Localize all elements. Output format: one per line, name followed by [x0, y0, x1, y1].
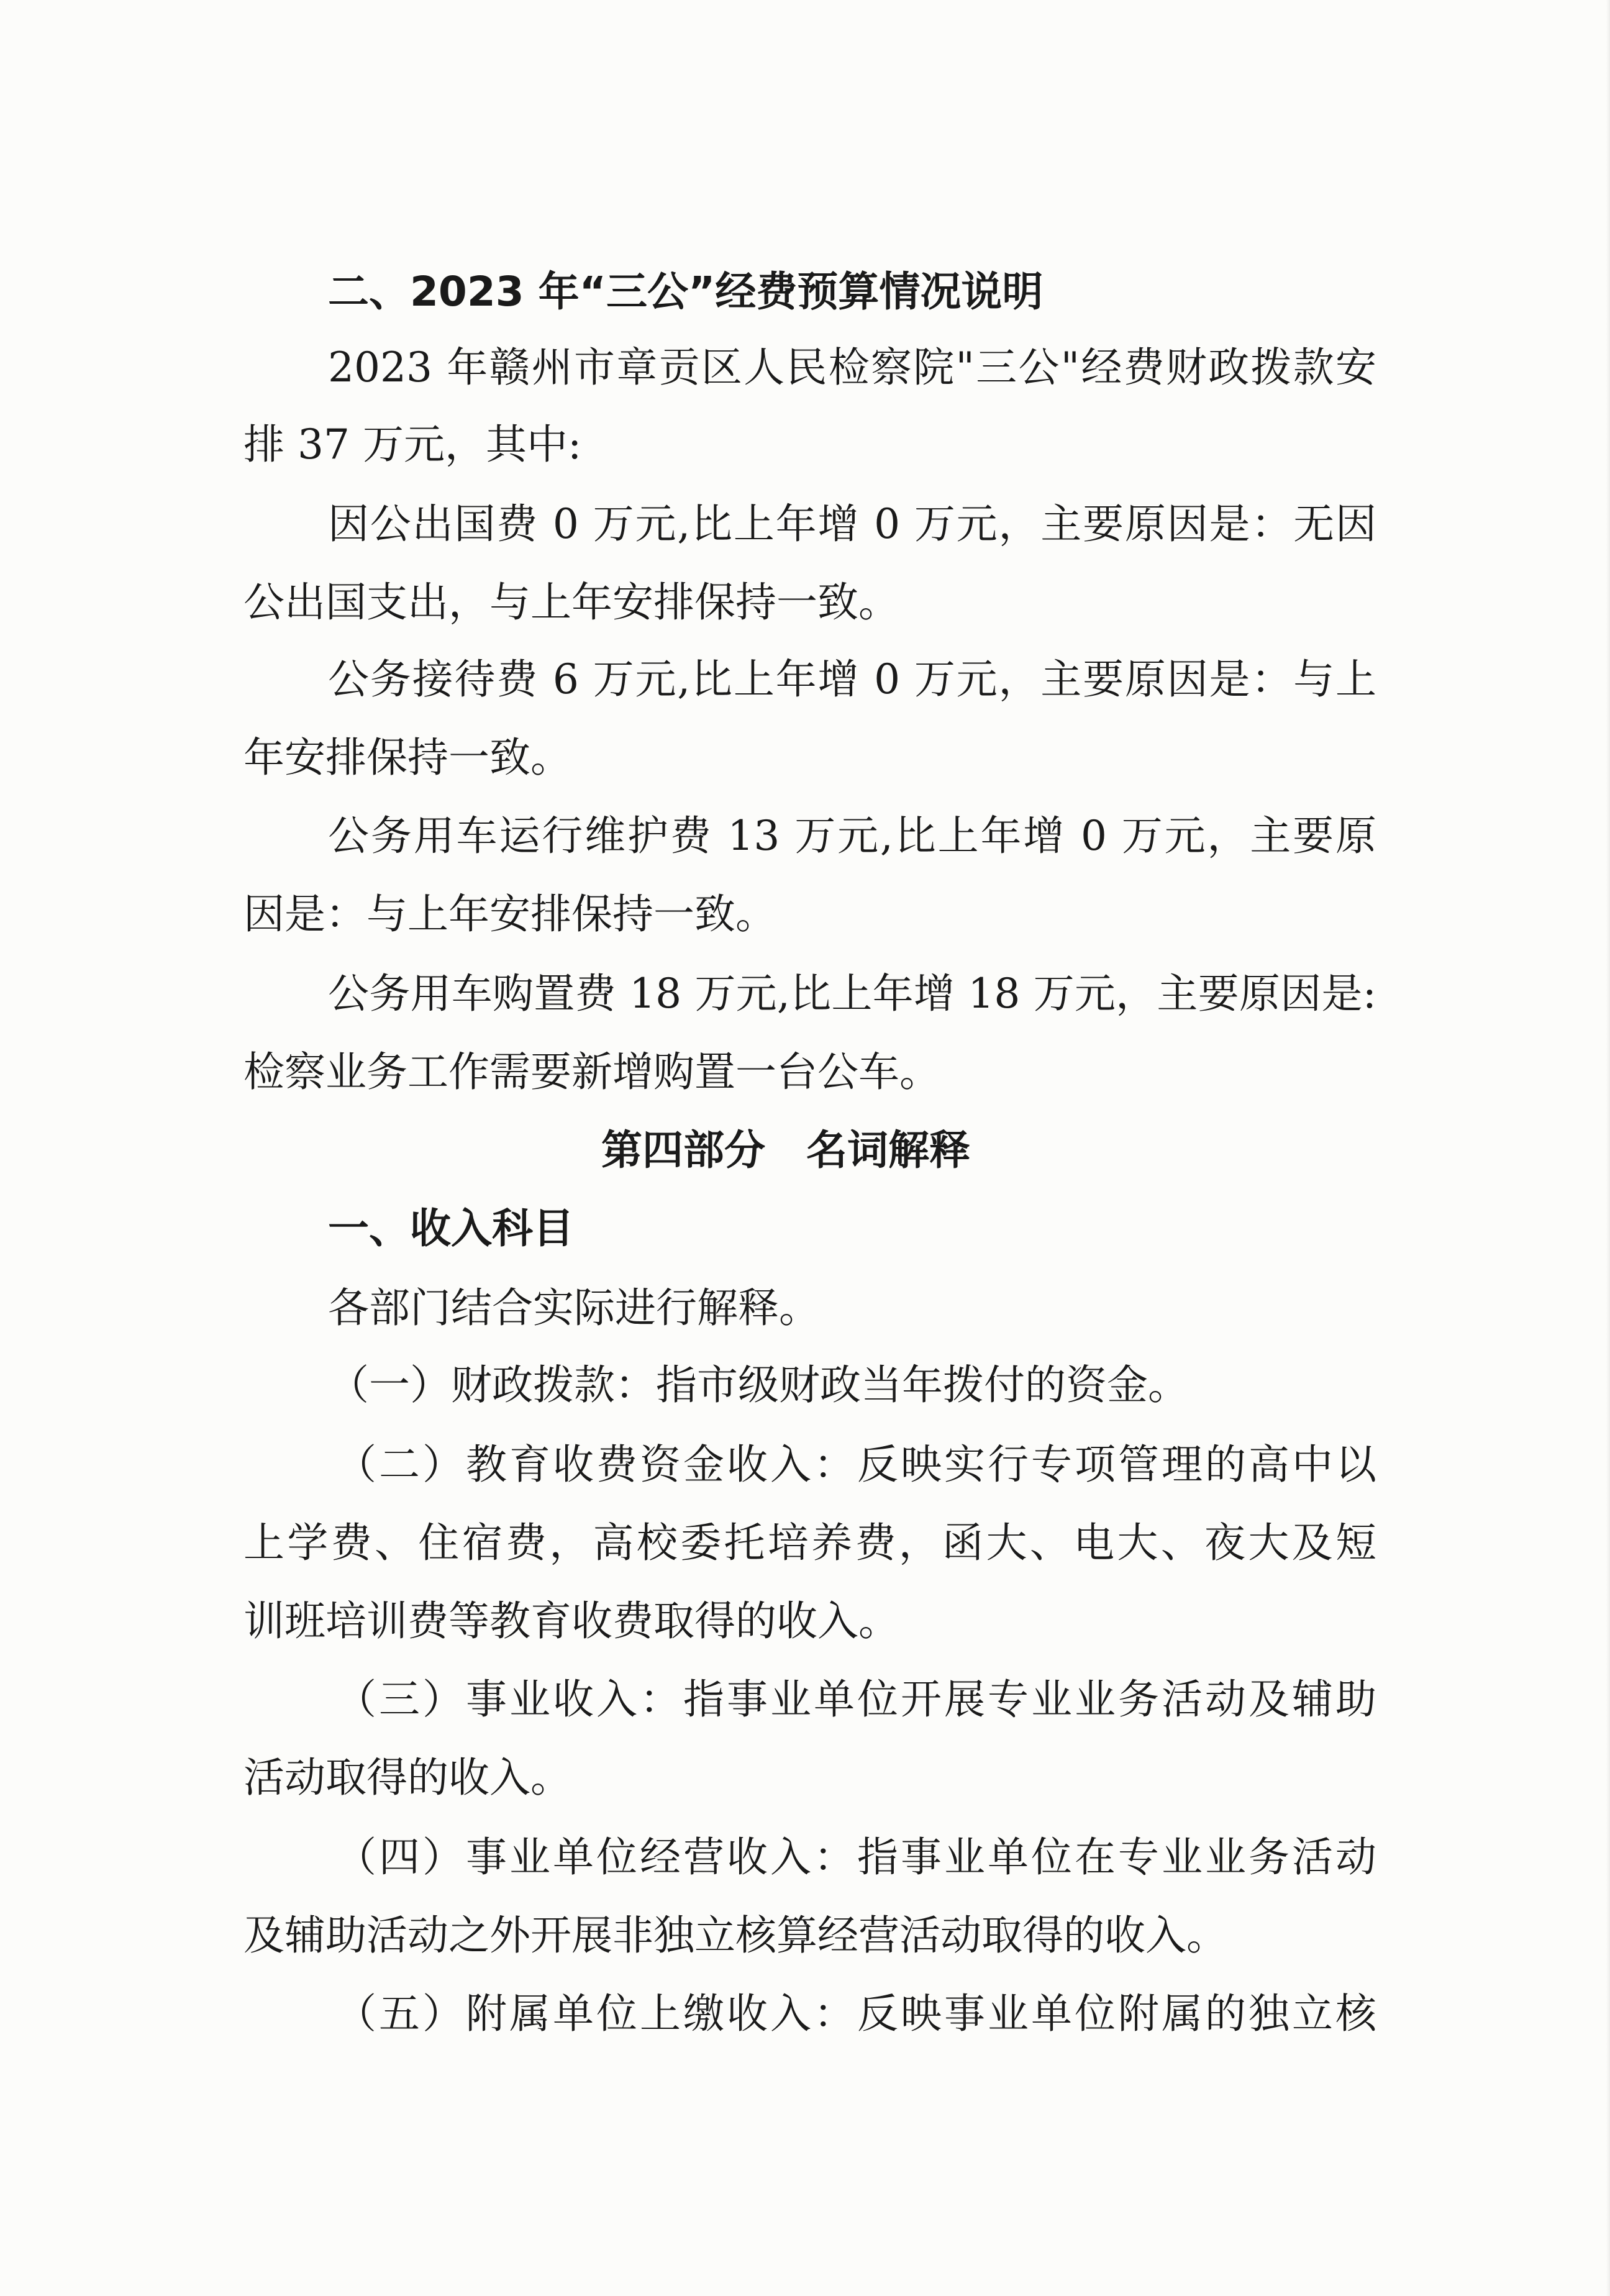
list-item-line: （二）教育收费资金收入：反映实行专项管理的高中以	[335, 1441, 1376, 1488]
list-item-line: （五）附属单位上缴收入：反映事业单位附属的独立核	[335, 1990, 1376, 2038]
section-heading-income: 一、收入科目	[328, 1205, 574, 1252]
list-item-line: （四）事业单位经营收入：指事业单位在专业业务活动	[335, 1833, 1376, 1881]
paragraph-line: 排 37 万元，其中:	[243, 421, 582, 468]
part-title: 第四部分 名词解释	[601, 1126, 970, 1174]
list-item-line: 及辅助活动之外开展非独立核算经营活动取得的收入。	[243, 1911, 1227, 1959]
list-item-line: 活动取得的收入。	[243, 1754, 571, 1802]
paragraph-line: 公务用车运行维护费 13 万元,比上年增 0 万元，主要原	[328, 812, 1376, 860]
list-item-line: （三）事业收入：指事业单位开展专业业务活动及辅助	[335, 1675, 1376, 1723]
paragraph-line: 公务用车购置费 18 万元,比上年增 18 万元，主要原因是:	[328, 970, 1376, 1018]
paragraph-line: 因是：与上年安排保持一致。	[243, 890, 776, 938]
paragraph-line: 公务接待费 6 万元,比上年增 0 万元，主要原因是：与上	[328, 655, 1376, 703]
paragraph-line: 因公出国费 0 万元,比上年增 0 万元，主要原因是：无因	[328, 500, 1376, 548]
scan-edge-shadow	[1606, 0, 1610, 2296]
list-item-line: 训班培训费等教育收费取得的收入。	[243, 1597, 899, 1645]
list-item-line: 上学费、住宿费，高校委托培养费，函大、电大、夜大及短	[243, 1519, 1376, 1567]
paragraph-line: 2023 年赣州市章贡区人民检察院"三公"经费财政拨款安	[328, 344, 1376, 391]
paragraph-line: 公出国支出，与上年安排保持一致。	[243, 578, 899, 626]
list-item-line: （一）财政拨款：指市级财政当年拨付的资金。	[328, 1361, 1189, 1409]
section-heading-sangong: 二、2023 年“三公”经费预算情况说明	[328, 268, 1044, 316]
paragraph-line: 检察业务工作需要新增购置一台公车。	[243, 1048, 940, 1096]
paragraph-line: 年安排保持一致。	[243, 734, 571, 781]
intro-text: 各部门结合实际进行解释。	[328, 1284, 820, 1332]
